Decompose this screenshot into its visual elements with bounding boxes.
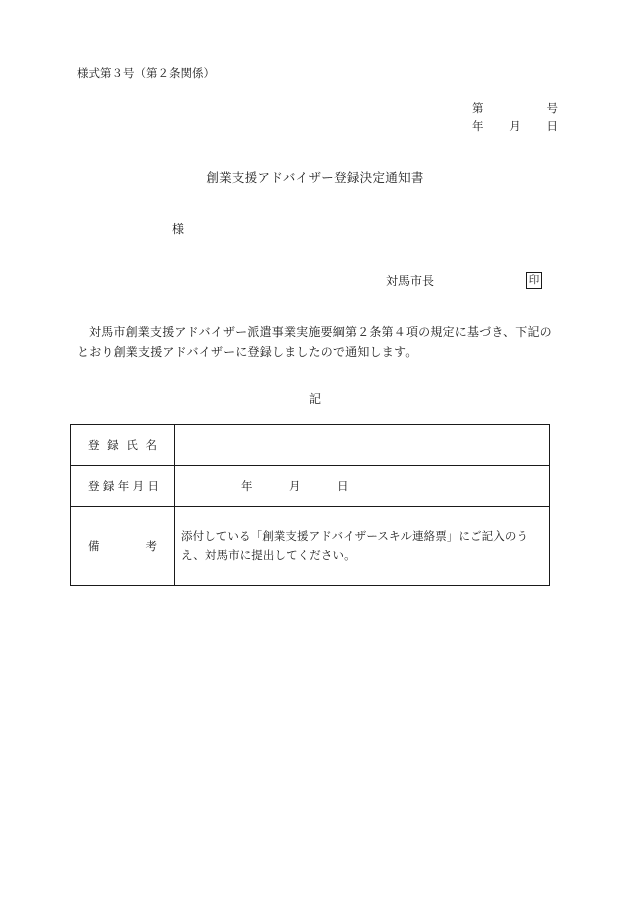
document-number [472, 103, 558, 115]
date-value-month: 月 [289, 479, 301, 493]
remarks-value-cell [175, 507, 550, 586]
table-row [71, 466, 550, 507]
doc-number-prefix: 第 [472, 101, 484, 115]
date-label-cell [71, 466, 175, 507]
remarks-text: 添付している「創業支援アドバイザースキル連絡票」にご記入のうえ、対馬市に提出してください。 [181, 529, 529, 562]
date-value-day: 日 [337, 479, 349, 493]
issue-date-day: 日 [546, 119, 558, 133]
registration-table [70, 424, 550, 586]
date-label: 登 録 年 月 日 [88, 479, 159, 493]
name-label-cell [71, 425, 175, 466]
date-value-year: 年 [241, 479, 253, 493]
issue-date-year: 年 [472, 119, 484, 133]
table-row [71, 507, 550, 586]
date-value [175, 478, 549, 494]
recipient-honorific: 様 [172, 222, 185, 236]
name-value-cell[interactable] [175, 425, 550, 466]
form-number-label: 様式第３号（第２条関係） [77, 66, 215, 80]
notification-body: 対馬市創業支援アドバイザー派遣事業実施要綱第２条第４項の規定に基づき、下記のとおり創業支援アドバイザーに登録しましたので通知します。 [77, 325, 552, 359]
sender-name: 対馬市長 [386, 274, 435, 288]
date-value-cell[interactable] [175, 466, 550, 507]
remarks-label: 備 考 [88, 539, 157, 553]
document-title: 創業支援アドバイザー登録決定通知書 [206, 170, 424, 185]
issue-date [472, 121, 558, 133]
doc-number-suffix: 号 [546, 101, 558, 115]
name-label: 登 録 氏 名 [88, 438, 157, 452]
remarks-label-cell [71, 507, 175, 586]
seal-stamp: 印 [526, 272, 542, 289]
table-row [71, 425, 550, 466]
issue-date-month: 月 [509, 119, 521, 133]
ki-heading: 記 [308, 392, 321, 406]
